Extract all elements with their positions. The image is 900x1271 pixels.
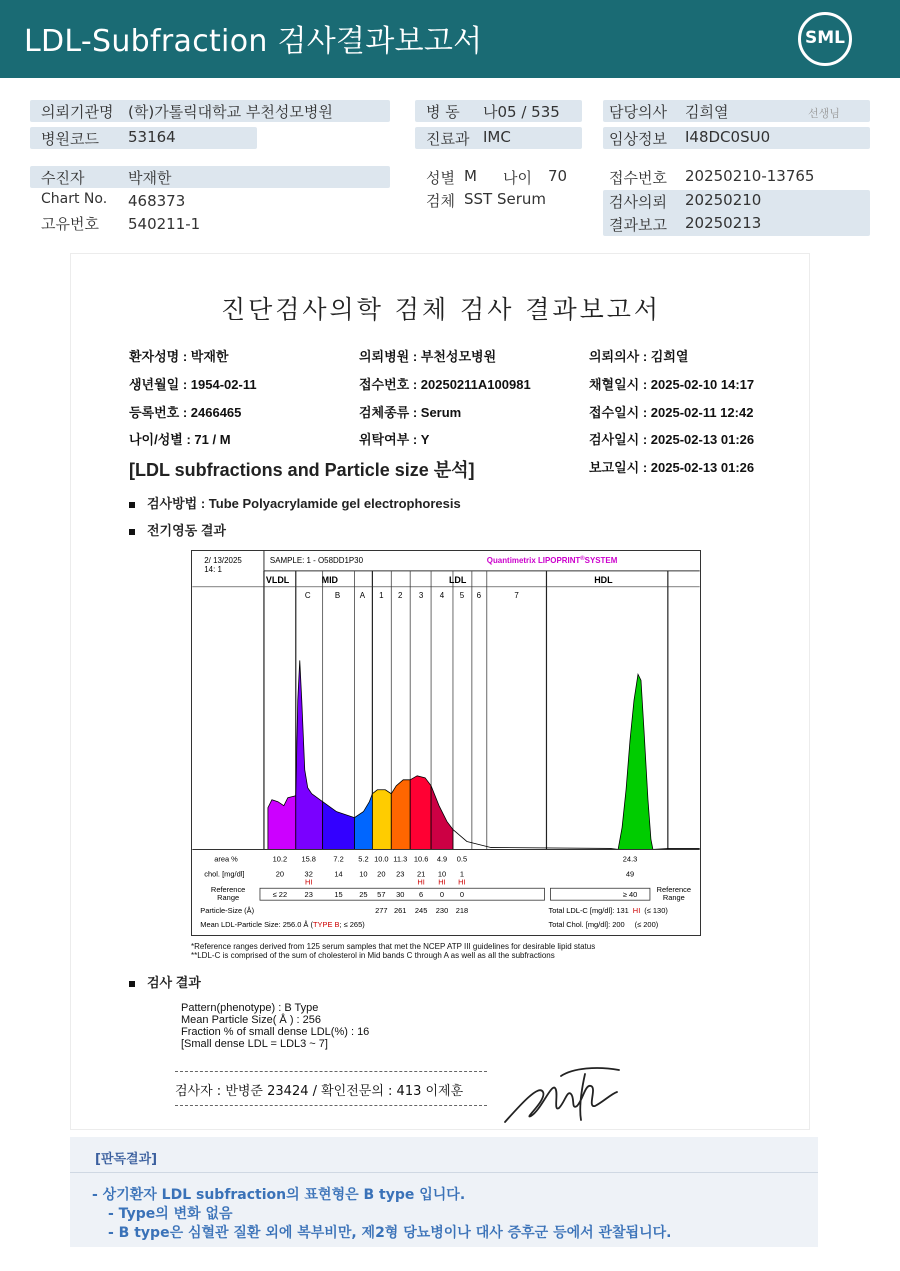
- area-value-6: 10.6: [413, 854, 429, 864]
- sign-dash-top: [175, 1071, 487, 1072]
- mean-ldl-size: [200, 920, 365, 929]
- interpretation-line-3: - B type은 심혈관 질환 외에 복부비만, 제2형 당뇨병이나 대사 증후군 등에서 관찰됩니다.: [108, 1225, 672, 1241]
- test-time: 검사일시 : 2025-02-13 01:26: [589, 432, 755, 447]
- peak-areas: [268, 660, 700, 849]
- logo-text: SML: [805, 28, 845, 48]
- fraction-peak-3: [354, 794, 372, 850]
- band-label-4: 4: [439, 590, 445, 600]
- small-dense-line: [Small dense LDL = LDL3 ~ 7]: [181, 1038, 328, 1050]
- hosp-code-value: 53164: [128, 128, 176, 146]
- ref-value-8: 0: [459, 890, 464, 900]
- report-date-value: 20250213: [685, 214, 762, 232]
- sex-value: M: [464, 167, 477, 185]
- band-label-C: C: [304, 590, 311, 600]
- psize-value-0: 277: [375, 906, 388, 916]
- group-hdl: HDL: [594, 574, 613, 585]
- dept-label: 진료과: [426, 130, 470, 148]
- signature: [501, 1064, 631, 1134]
- clinical-value: I48DC0SU0: [685, 128, 771, 146]
- total-chol-text: Total Chol. [mg/dl]: 200: [548, 920, 625, 930]
- receipt-value: 20250210-13765: [685, 167, 815, 185]
- interpretation-divider: [70, 1172, 818, 1173]
- hi-flag-6: HI: [417, 877, 425, 887]
- interpretation-box: [70, 1137, 818, 1247]
- band-label-3: 3: [418, 590, 424, 600]
- result-heading-text: 검사 결과: [147, 975, 201, 990]
- band-label-1: 1: [379, 590, 384, 600]
- report-time: 보고일시 : 2025-02-13 01:26: [589, 460, 755, 475]
- age-label: 나이: [503, 169, 532, 187]
- chol-value-2: 14: [334, 869, 343, 879]
- footnote-2: **LDL-C is comprised of the sum of cholesterol in Mid bands C through A as well as all the subfractions: [191, 951, 555, 960]
- req-hospital: 의뢰병원 : 부천성모병원: [359, 349, 497, 364]
- value-table: [200, 854, 691, 929]
- mean-size-line: Mean Particle Size( Å ) : 256: [181, 1014, 322, 1026]
- band-label-2: 2: [398, 590, 403, 600]
- req-doctor: 의뢰의사 : 김희열: [589, 349, 689, 364]
- psize-value-2: 245: [414, 906, 428, 916]
- report-date-label: 결과보고: [609, 216, 667, 234]
- chart-no-value: 468373: [128, 192, 186, 210]
- footnote-1: *Reference ranges derived from 125 serum samples that met the NCEP ATP III guidelines for desirable lipid status: [191, 942, 596, 951]
- fraction-peak-4: [372, 790, 391, 850]
- ref-value-7: 0: [439, 890, 445, 900]
- psize-value-1: 261: [394, 906, 407, 916]
- chol-value-5: 23: [396, 869, 405, 879]
- band-labels: [305, 591, 520, 600]
- receipt-label: 접수번호: [609, 169, 667, 187]
- ref-hdl: ≥ 40: [622, 890, 638, 900]
- section-title: [LDL subfractions and Particle size 분석]: [129, 460, 475, 480]
- total-ldl-text: Total LDL-C [mg/dl]: 131: [548, 906, 629, 916]
- doctor-value: 김희열: [685, 103, 729, 121]
- doctor-label: 담당의사: [609, 103, 667, 121]
- dept-value: IMC: [483, 128, 511, 146]
- chol-value-4: 20: [377, 869, 386, 879]
- patient-value: 박재한: [128, 169, 172, 187]
- sex-label: 성별: [426, 169, 455, 187]
- fraction-line: Fraction % of small dense LDL(%) : 16: [181, 1026, 370, 1038]
- hi-flag-1: HI: [304, 877, 313, 887]
- uid-label: 고유번호: [41, 215, 99, 233]
- ref-value-2: 15: [334, 890, 343, 900]
- fraction-peak-7: [431, 786, 453, 850]
- scanned-report: [70, 253, 810, 1130]
- area-value-5: 11.3: [393, 854, 408, 864]
- electro-line: [129, 520, 226, 539]
- band-label-B: B: [334, 590, 341, 600]
- area-value-2: 7.2: [333, 854, 344, 864]
- hosp-code-label: 병원코드: [41, 130, 99, 148]
- ref-value-6: 6: [419, 890, 424, 900]
- area-value-3: 5.2: [358, 854, 369, 864]
- mean-ldl-ref: ; ≤ 265): [339, 920, 365, 930]
- consignment: 위탁여부 : Y: [359, 432, 430, 447]
- specimen-value: SST Serum: [464, 190, 547, 208]
- uid-value: 540211-1: [128, 215, 201, 233]
- brand-name: Quantimetrix LIPOPRINT: [486, 555, 581, 565]
- birth-date: 생년월일 : 1954-02-11: [129, 377, 257, 392]
- request-value: 20250210: [685, 191, 762, 209]
- age-value: 70: [548, 167, 568, 185]
- report-banner: [0, 0, 900, 78]
- total-ldl: [548, 906, 668, 915]
- interpretation-line-2: - Type의 변화 없음: [108, 1206, 233, 1222]
- psize-value-4: 218: [455, 906, 469, 916]
- area-value-8: 0.5: [456, 854, 468, 864]
- result-heading: [129, 972, 201, 991]
- ref-value-0: ≤ 22: [272, 890, 288, 900]
- ref-value-5: 30: [396, 890, 405, 900]
- interpretation-title: [판독결과]: [95, 1152, 158, 1167]
- fraction-peak-0: [268, 796, 296, 850]
- group-vldl: VLDL: [265, 574, 290, 585]
- chart-time: 14: 1: [204, 564, 222, 574]
- group-ldl: LDL: [448, 574, 467, 585]
- group-mid: MID: [321, 574, 339, 585]
- chol-value-3: 10: [359, 869, 368, 879]
- area-label: area %: [214, 854, 238, 864]
- fraction-peak-1: [296, 660, 323, 849]
- patient-name: 환자성명 : 박재한: [129, 349, 229, 364]
- chol-label: chol. [mg/dl]: [204, 869, 245, 879]
- receipt-number: 접수번호 : 20250211A100981: [359, 377, 531, 392]
- total-chol: [548, 920, 658, 929]
- chol-value-0: 20: [275, 869, 285, 879]
- pattern-line: Pattern(phenotype) : B Type: [181, 1002, 319, 1014]
- ref-label-1: Range: [217, 893, 240, 903]
- chol-hdl: 49: [625, 869, 635, 879]
- band-label-7: 7: [514, 590, 519, 600]
- chol-value-1: 32: [304, 869, 313, 879]
- band-label-5: 5: [459, 590, 465, 600]
- method-line: [129, 493, 461, 512]
- total-ldl-flag: HI: [632, 906, 641, 916]
- psize-label: Particle-Size (Å): [200, 906, 255, 916]
- area-value-0: 10.2: [272, 854, 288, 864]
- band-label-A: A: [359, 590, 366, 600]
- area-value-7: 4.9: [436, 854, 448, 864]
- psize-value-3: 230: [435, 906, 449, 916]
- electrophoresis-chart: [191, 550, 701, 936]
- report-title: LDL-Subfraction 검사결과보고서: [24, 24, 483, 59]
- registration-number: 등록번호 : 2466465: [129, 405, 242, 420]
- mean-ldl-text: Mean LDL-Particle Size: 256.0 Å (: [200, 920, 313, 930]
- brand-system: SYSTEM: [584, 555, 618, 565]
- sml-logo-icon: [798, 12, 852, 66]
- fraction-peak-6: [410, 776, 431, 850]
- fraction-peak-2: [323, 802, 355, 850]
- chol-value-6: 21: [416, 869, 426, 879]
- ward-label: 병 동: [426, 103, 460, 121]
- fraction-peak-5: [391, 780, 410, 850]
- ref-label-right-0: Reference: [656, 885, 692, 895]
- hi-flag-8: HI: [458, 877, 466, 887]
- report-paper-title: 진단검사의학 검체 검사 결과보고서: [220, 295, 662, 324]
- age-sex: 나이/성별 : 71 / M: [129, 432, 231, 447]
- ref-label-0: Reference: [210, 885, 246, 895]
- patient-label: 수진자: [41, 169, 85, 187]
- brand-reg: ®: [580, 555, 585, 562]
- specimen-type: 검체종류 : Serum: [359, 405, 462, 420]
- inspector-line: 검사자 : 반병준 23424 / 확인전문의 : 413 이제훈: [175, 1084, 464, 1099]
- chart-sample: SAMPLE: 1 - O58DD1P30: [269, 555, 364, 565]
- chart-no-label: Chart No.: [41, 191, 108, 207]
- specimen-label: 검체: [426, 192, 455, 210]
- clinical-label: 임상정보: [609, 130, 667, 148]
- area-hdl: 24.3: [622, 854, 638, 864]
- receipt-time: 접수일시 : 2025-02-11 12:42: [589, 405, 754, 420]
- collection-time: 채혈일시 : 2025-02-10 14:17: [589, 377, 755, 392]
- fraction-peak-8: [618, 674, 653, 849]
- mean-ldl-type: TYPE B: [312, 920, 340, 930]
- band-label-6: 6: [476, 590, 482, 600]
- req-org-label: 의뢰기관명: [41, 103, 114, 121]
- ref-value-3: 25: [359, 890, 368, 900]
- electro-text: 전기영동 결과: [147, 523, 226, 538]
- sign-dash-bottom: [175, 1105, 487, 1106]
- request-label: 검사의뢰: [609, 193, 667, 211]
- chol-value-8: 1: [459, 869, 464, 879]
- chart-date: 2/ 13/2025: [204, 555, 242, 565]
- total-ldl-ref: (≤ 130): [644, 906, 668, 916]
- area-value-4: 10.0: [374, 854, 389, 864]
- ref-label-right-1: Range: [662, 893, 685, 903]
- req-org-value: (학)가톨릭대학교 부천성모병원: [128, 103, 333, 121]
- ref-value-1: 23: [304, 890, 313, 900]
- chol-value-7: 10: [437, 869, 447, 879]
- ward-value: 나05 / 535: [483, 103, 560, 121]
- method-text: 검사방법 : Tube Polyacrylamide gel electrophoresis: [147, 496, 461, 511]
- total-chol-ref: (≤ 200): [634, 920, 659, 930]
- interpretation-line-1: - 상기환자 LDL subfraction의 표현형은 B type 입니다.: [92, 1187, 466, 1203]
- baseline-trace: [453, 830, 618, 850]
- hi-flag-7: HI: [438, 877, 446, 887]
- chart-brand: [487, 555, 618, 565]
- area-value-1: 15.8: [301, 854, 316, 864]
- ref-value-4: 57: [377, 890, 386, 900]
- doctor-suffix: 선생님: [808, 107, 840, 120]
